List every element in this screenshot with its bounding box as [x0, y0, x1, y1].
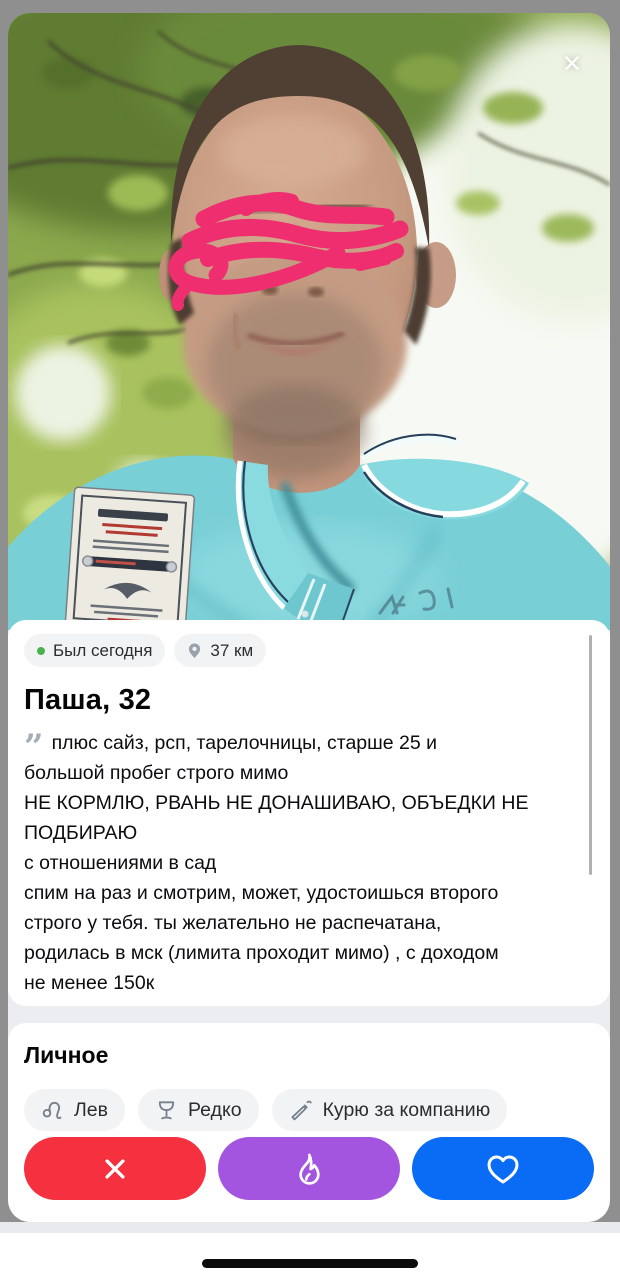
profile-info-panel: [8, 620, 610, 1006]
chip-alcohol-label: Редко: [188, 1098, 242, 1121]
chip-zodiac: [24, 1089, 125, 1131]
distance-badge-label: 37 км: [210, 640, 254, 660]
bottom-safe-area: [0, 1233, 620, 1280]
bio-line: НЕ КОРМЛЮ, РВАНЬ НЕ ДОНАШИВАЮ, ОБЪЕДКИ НЕ: [24, 792, 529, 814]
distance-badge: [174, 634, 266, 667]
quote-icon: ”: [24, 727, 44, 767]
close-icon[interactable]: ×: [562, 45, 582, 81]
actions-row: [24, 1137, 594, 1200]
dislike-button[interactable]: [24, 1137, 206, 1200]
superlike-button[interactable]: [218, 1137, 400, 1200]
bio-line: родилась в мск (лимита проходит мимо) , с доходом: [24, 942, 499, 964]
flame-icon: [291, 1151, 327, 1187]
bio-line: с отношениями в сад: [24, 852, 217, 874]
bio-line: не менее 150к: [24, 972, 155, 994]
chip-zodiac-label: Лев: [74, 1098, 109, 1121]
profile-name-age: Паша, 32: [24, 684, 152, 716]
home-indicator[interactable]: [202, 1259, 418, 1268]
bio-line: ” плюс сайз, рсп, тарелочницы, старше 25 и: [24, 727, 438, 767]
like-button[interactable]: [412, 1137, 594, 1200]
cigarette-icon: [289, 1098, 313, 1122]
bottom-band: [0, 1222, 620, 1233]
bio-line: спим на раз и смотрим, может, удостоишься второго: [24, 882, 499, 904]
bio-text: [24, 728, 594, 998]
status-badge-label: Был сегодня: [53, 640, 153, 660]
chip-alcohol: [138, 1089, 259, 1131]
heart-icon: [484, 1150, 522, 1188]
status-badge: [24, 634, 165, 667]
profile-photo[interactable]: [8, 13, 610, 630]
scrollbar-thumb[interactable]: [589, 635, 592, 875]
bio-line: большой пробег строго мимо: [24, 762, 289, 784]
personal-chips-row: [24, 1089, 594, 1131]
x-icon: [96, 1150, 134, 1188]
leo-zodiac-icon: [41, 1098, 64, 1122]
bio-line: ПОДБИРАЮ: [24, 822, 138, 844]
online-dot-icon: [37, 647, 45, 655]
chip-smoking: [272, 1089, 508, 1131]
bio-line: строго у тебя. ты желательно не распечатана,: [24, 912, 442, 934]
wine-glass-icon: [155, 1098, 178, 1122]
section-title-personal: Личное: [24, 1042, 109, 1068]
badges-row: [24, 634, 594, 667]
chip-smoking-label: Курю за компанию: [322, 1098, 491, 1121]
profile-card: [8, 13, 610, 1222]
location-pin-icon: [187, 642, 202, 660]
personal-panel: [8, 1023, 610, 1222]
